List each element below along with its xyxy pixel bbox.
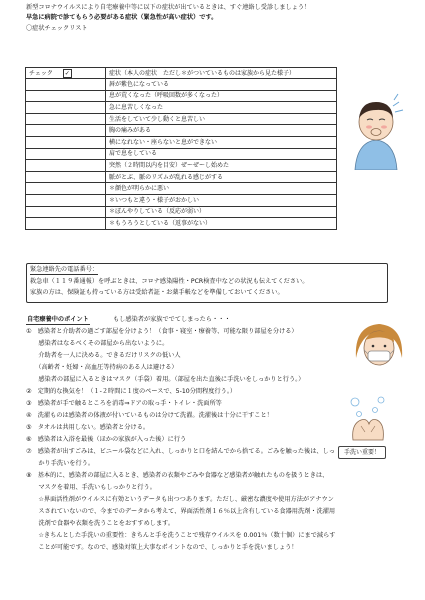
table-row [26, 218, 337, 230]
table-row [26, 136, 337, 148]
home-care-title: 自宅療養中のポイント [27, 316, 89, 323]
check-cell[interactable] [26, 160, 106, 172]
symptom-cell: 生活をしていて少し動くと息苦しい [106, 113, 337, 125]
table-row [26, 113, 337, 125]
list-item: ことが可能です。なので、感染対策上大事なポイントなので、しっかりと手を洗いましょう！ [26, 544, 298, 551]
table-row [26, 183, 337, 195]
list-item: （高齢者・妊婦・高血圧等持病のある人は避ける） [26, 364, 178, 371]
list-item: かり手洗いを行う。 [26, 460, 95, 467]
symptom-cell: 脈がとぶ、脈のリズムが乱れる感じがする [106, 171, 337, 183]
check-cell[interactable] [26, 113, 106, 125]
home-care-subtitle: もし感染者が家族ででてしまったら・・・ [113, 316, 231, 323]
table-header-row [26, 68, 337, 79]
symptom-cell: 唇が紫色になっている [106, 79, 337, 91]
handwashing-illustration [345, 392, 391, 442]
list-item: ④ 洗濯ものは感染者の体液が付いているものは分けて洗濯。洗濯後は十分に干すこと！ [26, 412, 273, 419]
list-item: スされていないので、今までのデータから考えて、界面活性剤１６％以上含有している食器用洗剤・洗濯用 [26, 508, 336, 515]
table-row [26, 171, 337, 183]
list-item: 感染者はなるべくその部屋から出ないように。 [26, 340, 169, 347]
list-item: ③ 感染者が手で触るところを消毒⇒ドアの取っ手・トイレ・洗面所等 [26, 400, 222, 407]
table-row [26, 90, 337, 102]
home-care-list [26, 328, 335, 556]
intro-line1: 新型コロナウイルスにより自宅療養中等に以下の症状が出ているときは、すぐ連絡し受診しましょう！ [26, 4, 311, 11]
check-cell[interactable] [26, 90, 106, 102]
check-cell[interactable] [26, 218, 106, 230]
list-item: ☆界面活性剤がウイルスに有効というデータも出つつあります。ただし、厳密な濃度や使用方法がアナウン [26, 496, 334, 503]
list-item: ⑥ 感染者は入浴を最後（ほかの家族が入った後）に行う [26, 436, 187, 443]
symptom-cell: ＊いつもと違う・様子がおかしい [106, 194, 337, 206]
check-cell[interactable] [26, 125, 106, 137]
header-symptom-label: 症状（本人の症状 ただし＊がついているものは家族から見た様子） [106, 68, 337, 79]
symptom-cell: ＊顔色が明らかに悪い [106, 183, 337, 195]
table-row [26, 125, 337, 137]
check-cell[interactable] [26, 102, 106, 114]
table-row [26, 102, 337, 114]
symptom-cell: 胸の痛みがある [106, 125, 337, 137]
checkbox-icon: ✓ [64, 69, 70, 77]
table-row [26, 194, 337, 206]
list-item: 介助者を一人に決める。できるだけリスクの低い人 [26, 352, 181, 359]
check-cell[interactable] [26, 171, 106, 183]
header-check-cell [26, 68, 106, 79]
list-item: ① 感染者と介助者の過ごす部屋を分けよう！（食事・寝室・療養等、可能な限り部屋を分ける） [26, 328, 298, 335]
symptom-checklist-table [25, 67, 337, 230]
emergency-line1: 救急車（１１９番通報）を呼ぶときは、コロナ感染陽性・PCR検査中などの状況も伝えてください。 [30, 278, 309, 285]
table-row [26, 206, 337, 218]
list-item: 洗剤で食器や衣類を洗うことをおすすめします。 [26, 520, 175, 527]
handwash-important-label: 手洗い重要！ [338, 446, 386, 459]
header-check-label: チェック [29, 69, 53, 77]
symptom-cell: 肩で息をしている [106, 148, 337, 160]
symptom-cell: 横になれない・座らないと息ができない [106, 136, 337, 148]
intro-line2: 早急に病院で診てもらう必要がある症状（緊急性が高い症状）です。 [26, 14, 218, 21]
masked-woman-illustration [350, 318, 408, 374]
list-item: ⑧ 基本的に、感染者の部屋に入るとき、感染者の衣類やごみや食器など感染者が触れたものを扱うときは、 [26, 472, 329, 479]
list-item: ☆きちんとした手洗いの重要性：きちんと手を洗うことで残存ウイルスを 0.001％（数十個）にまで減らす [26, 532, 336, 539]
symptom-cell: ＊ぼんやりしている（反応が弱い） [106, 206, 337, 218]
check-cell[interactable] [26, 136, 106, 148]
emergency-line2: 家族の方は、保険証も持っている方は受給者証・お薬手帳などを準備しておいてください。 [30, 289, 284, 296]
check-cell[interactable] [26, 148, 106, 160]
symptom-cell: 息が荒くなった（呼吸回数が多くなった） [106, 90, 337, 102]
list-item: ② 定期的な換気を！（１-２時間に１度のペースで、5-10分間程度行う。） [26, 388, 237, 395]
emergency-contact-box [26, 263, 388, 303]
check-cell[interactable] [26, 79, 106, 91]
list-item: ⑤ タオルは共用しない。感染者と分ける。 [26, 424, 150, 431]
symptom-cell: ＊もうろうとしている（返事がない） [106, 218, 337, 230]
table-row [26, 148, 337, 160]
list-item: 感染者の部屋に入るときはマスク（手袋）着用。（部屋を出た直後に手洗いをしっかりと行う。） [26, 376, 305, 383]
list-item: マスクを着用、手洗いもしっかりと行う。 [26, 484, 156, 491]
symptom-cell: 急に息苦しくなった [106, 102, 337, 114]
table-row [26, 79, 337, 91]
check-cell[interactable] [26, 183, 106, 195]
symptom-cell: 突然（２時間以内を目安）ぜーぜーし始めた [106, 160, 337, 172]
check-cell[interactable] [26, 206, 106, 218]
sick-child-illustration [345, 92, 407, 170]
table-row [26, 160, 337, 172]
checklist-title: 〇症状チェックリスト [26, 25, 88, 32]
list-item: ⑦ 感染者が出すごみは、ビニール袋などに入れ、しっかりと口を結んでから捨てる。ごみを触った後は、しっ [26, 448, 335, 455]
check-cell[interactable] [26, 194, 106, 206]
emergency-title: 緊急連絡先の電話番号： [30, 266, 99, 273]
